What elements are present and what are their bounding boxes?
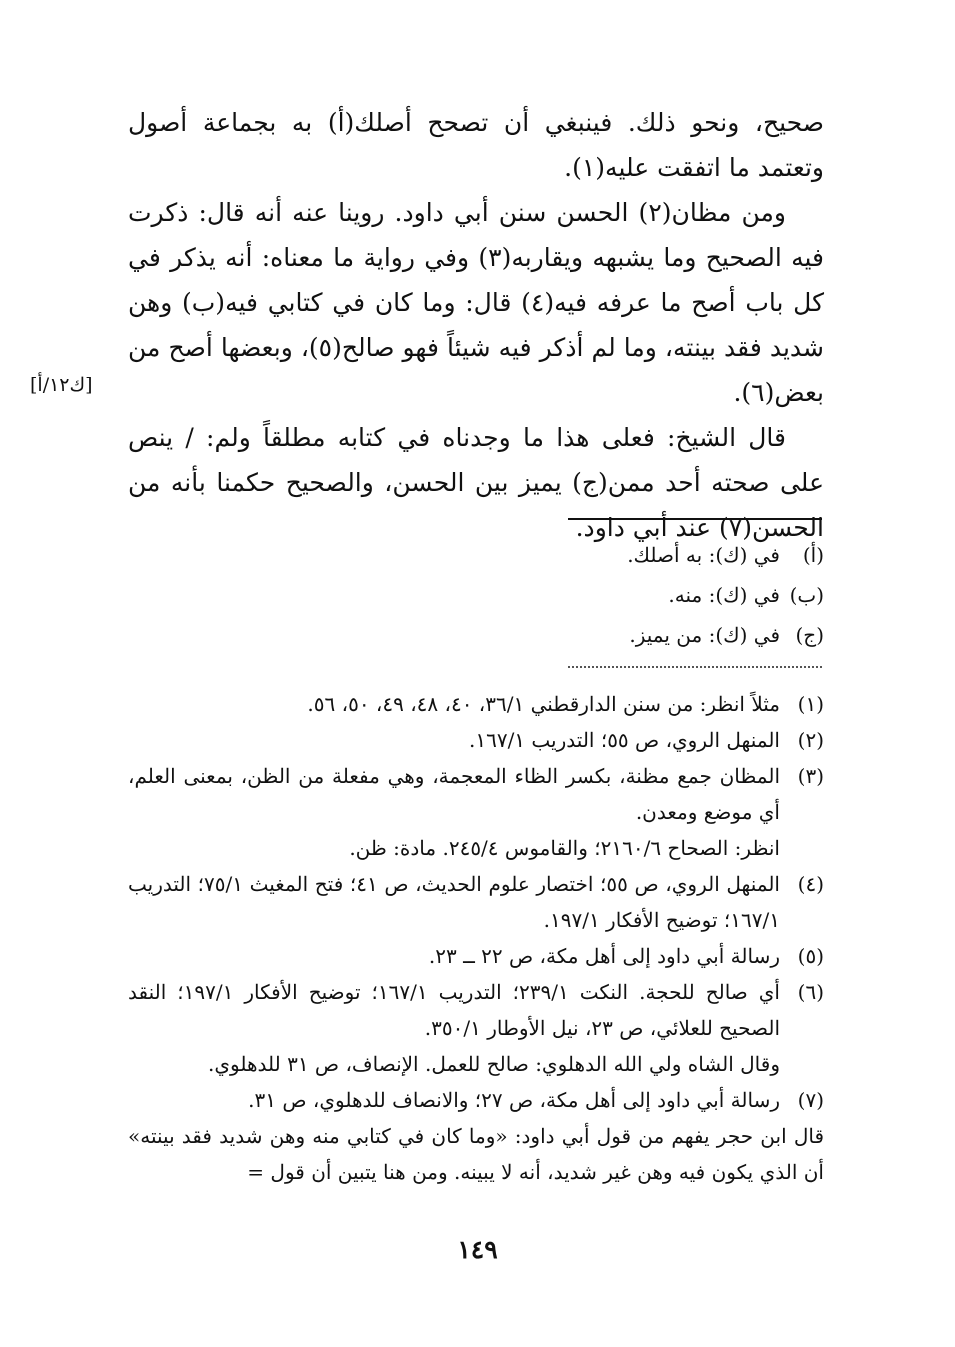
footnote-text: رسالة أبي داود إلى أهل مكة، ص ٢٢ ــ ٢٣. bbox=[428, 944, 780, 968]
footnote-text: انظر: الصحاح ٢١٦٠/٦؛ والقاموس ٢٤٥/٤. مادة: ظن. bbox=[349, 836, 780, 860]
footnote-text: مثلاً انظر: من سنن الدارقطني ٣٦/١، ٤٠، ٤٨، ٤٩، ٥٠، ٥٦. bbox=[307, 692, 780, 716]
variant-note-marker: (أ) bbox=[802, 543, 824, 567]
variant-note-text: في (ك): منه. bbox=[668, 583, 780, 607]
variant-note-marker: (ج) bbox=[795, 623, 824, 647]
variant-note-text: في (ك): به أصلك. bbox=[627, 543, 780, 567]
footnote-marker: (١) bbox=[797, 692, 824, 716]
footnote-continuation bbox=[128, 1118, 824, 1190]
footnote-marker: (٦) bbox=[797, 980, 824, 1004]
variant-note-marker: (ب) bbox=[789, 583, 824, 607]
footnote-text: المنهل الروي، ص ٥٥؛ اختصار علوم الحديث، ص ٤١؛ فتح المغيث ٧٥/١؛ التدريب ١٦٧/١؛ توضيح الأفكار ١٩٧/١. bbox=[128, 872, 780, 932]
footnotes bbox=[128, 686, 824, 1190]
footnote bbox=[128, 722, 824, 758]
footnote bbox=[128, 938, 824, 974]
variant-note-text: في (ك): من يميز. bbox=[629, 623, 780, 647]
footnote-text: أي صالح للحجة. النكت ٢٣٩/١؛ التدريب ١٦٧/١؛ توضيح الأفكار ١٩٧/١؛ النقد الصحيح للعلائي، ص ٢٣، نيل الأوطار ٣٥٠/١. bbox=[128, 980, 780, 1040]
footnote-text: المنهل الروي، ص ٥٥؛ التدريب ١٦٧/١. bbox=[468, 728, 780, 752]
main-paragraph: ومن مظان(٢) الحسن سنن أبي داود. روينا عنه أنه قال: ذكرت فيه الصحيح وما يشبهه ويقاربه(٣) وفي رواية ما معناه: أنه يذكر في كل باب أصح ما عرفه فيه(٤) قال: وما كان في كتابي فيه(ب) وهن شديد فقد بينته، وما لم أذكر فيه شيئاً فهو صالح(٥)، وبعضها أصح من بعض(٦). bbox=[128, 198, 825, 407]
footnote-marker: (٧) bbox=[797, 1088, 824, 1112]
footnote bbox=[128, 866, 824, 938]
footnote-marker: (٢) bbox=[797, 728, 824, 752]
footnote-text: المظان جمع مظنة، بكسر الظاء المعجمة، وهي مفعلة من الظن، بمعنى العلم، أي موضع ومعدن. bbox=[128, 764, 780, 824]
footnote-marker: (٤) bbox=[797, 872, 824, 896]
footnote-text: رسالة أبي داود إلى أهل مكة، ص ٢٧؛ والانصاف للدهلوي، ص ٣١. bbox=[248, 1088, 780, 1112]
main-text bbox=[128, 100, 824, 550]
footnote-marker: (٣) bbox=[797, 764, 824, 788]
footnote-continuation-text: قال ابن حجر يفهم من قول أبي داود: «وما كان في كتابي منه وهن شديد فقد بينته» أن الذي يكون فيه وهن غير شديد، أنه لا يبينه. ومن هنا يتبين أن قول = bbox=[128, 1124, 824, 1184]
footnote-text: وقال الشاه ولي الله الدهلوي: صالح للعمل. الإنصاف، ص ٣١ للدهلوي. bbox=[207, 1052, 780, 1076]
footnote bbox=[128, 686, 824, 722]
footnote-marker: (٥) bbox=[797, 944, 824, 968]
main-paragraph: صحيح، ونحو ذلك. فينبغي أن تصحح أصلك(أ) به بجماعة أصول وتعتمد ما اتفقت عليه(١). bbox=[128, 108, 824, 182]
page-number: ١٤٩ bbox=[457, 1235, 498, 1264]
dotted-separator bbox=[568, 666, 822, 668]
main-paragraph: قال الشيخ: فعلى هذا ما وجدناه في كتابه مطلقاً ولم: / ينص على صحته أحد ممن(ج) يميز بين الحسن، والصحيح حكمنا بأنه من الحسن(٧) عند أبي داود. bbox=[128, 423, 824, 542]
variant-note bbox=[128, 575, 824, 615]
variant-note bbox=[128, 615, 824, 655]
footnote bbox=[128, 758, 824, 866]
variant-notes bbox=[128, 535, 824, 655]
footnote bbox=[128, 974, 824, 1082]
manuscript-folio-marker: [ك١٢/أ] bbox=[30, 374, 93, 396]
footnote-separator bbox=[568, 518, 822, 520]
footnote bbox=[128, 1082, 824, 1118]
variant-note bbox=[128, 535, 824, 575]
